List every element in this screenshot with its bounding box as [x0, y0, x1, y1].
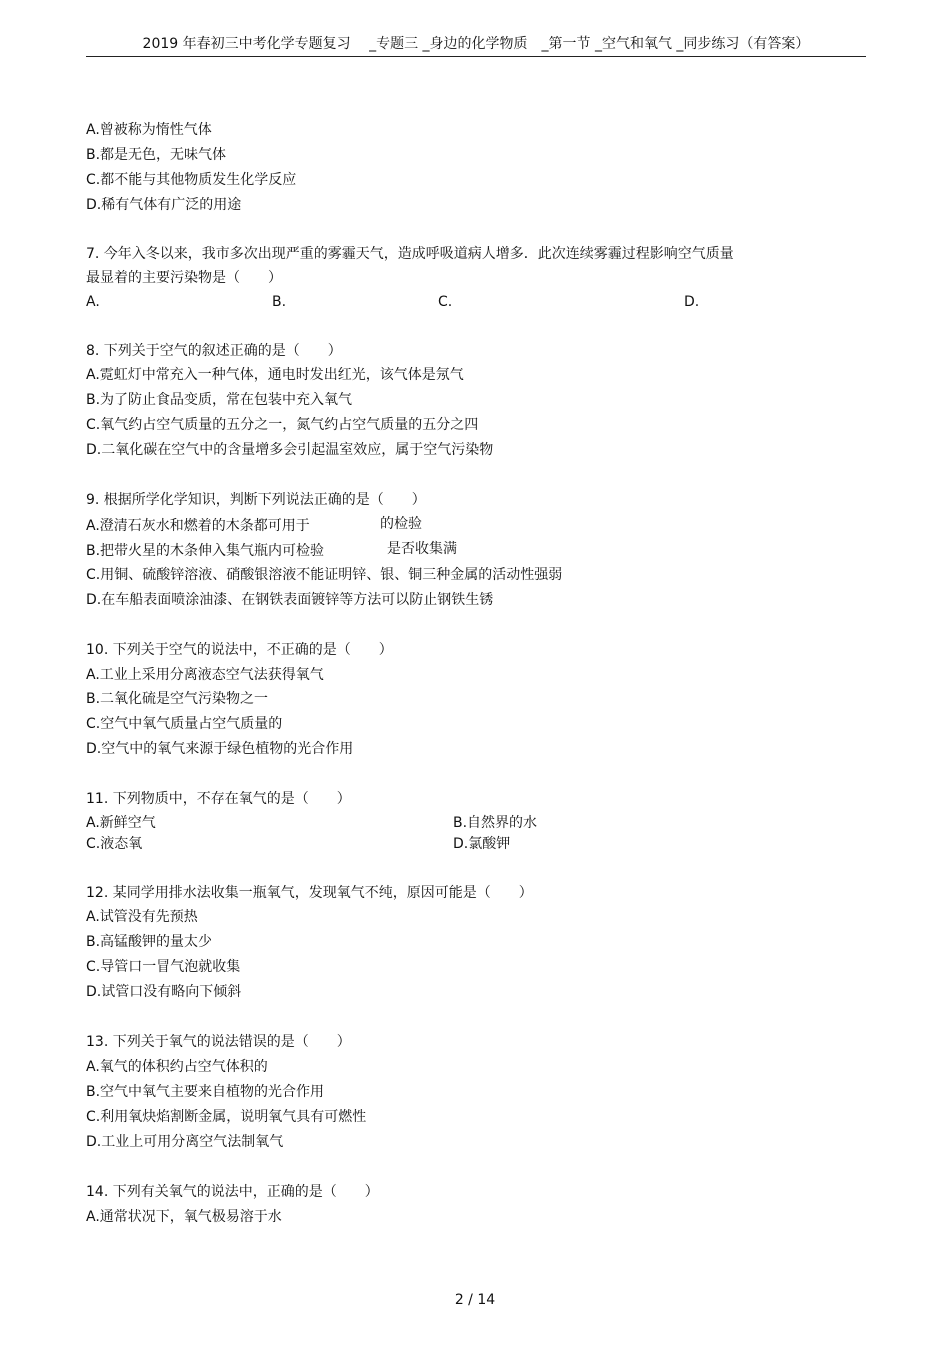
- q9-option-d: D.在车船表面喷涂油漆、在钢铁表面镀锌等方法可以防止钢铁生锈: [86, 592, 494, 608]
- q9-option-b-left: B.把带火星的木条伸入集气瓶内可检验: [86, 543, 325, 559]
- q8-option-b: B.为了防止食品变质，常在包装中充入氧气: [86, 392, 353, 408]
- q9-option-a-right: 的检验: [380, 516, 422, 532]
- q6-option-a: A.曾被称为惰性气体: [86, 122, 212, 138]
- q11-option-c: C.液态氧: [86, 836, 143, 852]
- q7-option-d: D.: [684, 294, 700, 310]
- header-title: 2019 年春初三中考化学专题复习 _专题三 _身边的化学物质 _第一节 _空气和氧气 _同步练习（有答案）: [142, 36, 810, 52]
- q8-option-d: D.二氧化碳在空气中的含量增多会引起温室效应，属于空气污染物: [86, 442, 494, 458]
- q7-option-a: A.: [86, 294, 100, 310]
- q11-option-d: D.氯酸钾: [453, 836, 511, 852]
- q9-option-a-left: A.澄清石灰水和燃着的木条都可用于: [86, 518, 310, 534]
- q11-option-a: A.新鲜空气: [86, 815, 156, 831]
- q8-option-c: C.氧气约占空气质量的五分之一，氮气约占空气质量的五分之四: [86, 417, 479, 433]
- q8-stem: 8. 下列关于空气的叙述正确的是（ ）: [86, 343, 342, 359]
- q10-option-a: A.工业上采用分离液态空气法获得氧气: [86, 667, 324, 683]
- q12-option-c: C.导管口一冒气泡就收集: [86, 959, 241, 975]
- q14-option-a: A.通常状况下，氧气极易溶于水: [86, 1209, 282, 1225]
- q10-option-b: B.二氧化硫是空气污染物之一: [86, 691, 269, 707]
- q12-option-d: D.试管口没有略向下倾斜: [86, 984, 242, 1000]
- q12-stem: 12. 某同学用排水法收集一瓶氧气，发现氧气不纯，原因可能是（ ）: [86, 885, 533, 901]
- q13-stem: 13. 下列关于氧气的说法错误的是（ ）: [86, 1034, 351, 1050]
- q7-stem-line2: 最显着的主要污染物是（ ）: [86, 270, 282, 286]
- q6-option-b: B.都是无色，无味气体: [86, 147, 227, 163]
- q11-stem: 11. 下列物质中，不存在氧气的是（ ）: [86, 791, 351, 807]
- q9-option-b-right: 是否收集满: [387, 541, 457, 557]
- q12-option-a: A.试管没有先预热: [86, 909, 198, 925]
- q14-stem: 14. 下列有关氧气的说法中，正确的是（ ）: [86, 1184, 379, 1200]
- q13-option-c: C.利用氧炔焰割断金属，说明氧气具有可燃性: [86, 1109, 367, 1125]
- q7-stem-line1: 7. 今年入冬以来，我市多次出现严重的雾霾天气，造成呼吸道病人增多．此次连续雾霾过程影响空气质量: [86, 246, 734, 262]
- page-number: 2 / 14: [454, 1292, 496, 1308]
- q9-option-c: C.用铜、硫酸锌溶液、硝酸银溶液不能证明锌、银、铜三种金属的活动性强弱: [86, 567, 563, 583]
- q13-option-b: B.空气中氧气主要来自植物的光合作用: [86, 1084, 325, 1100]
- q13-option-d: D.工业上可用分离空气法制氧气: [86, 1134, 284, 1150]
- page-header: [86, 34, 866, 57]
- q10-option-c: C.空气中氧气质量占空气质量的: [86, 716, 283, 732]
- q13-option-a: A.氧气的体积约占空气体积的: [86, 1059, 268, 1075]
- q6-option-c: C.都不能与其他物质发生化学反应: [86, 172, 297, 188]
- q8-option-a: A.霓虹灯中常充入一种气体，通电时发出红光，该气体是氖气: [86, 367, 464, 383]
- q7-option-c: C.: [438, 294, 453, 310]
- q11-option-b: B.自然界的水: [453, 815, 538, 831]
- q10-option-d: D.空气中的氧气来源于绿色植物的光合作用: [86, 741, 354, 757]
- q7-option-b: B.: [272, 294, 287, 310]
- q9-stem: 9. 根据所学化学知识，判断下列说法正确的是（ ）: [86, 492, 426, 508]
- q12-option-b: B.高锰酸钾的量太少: [86, 934, 213, 950]
- q10-stem: 10. 下列关于空气的说法中，不正确的是（ ）: [86, 642, 393, 658]
- q6-option-d: D.稀有气体有广泛的用途: [86, 197, 242, 213]
